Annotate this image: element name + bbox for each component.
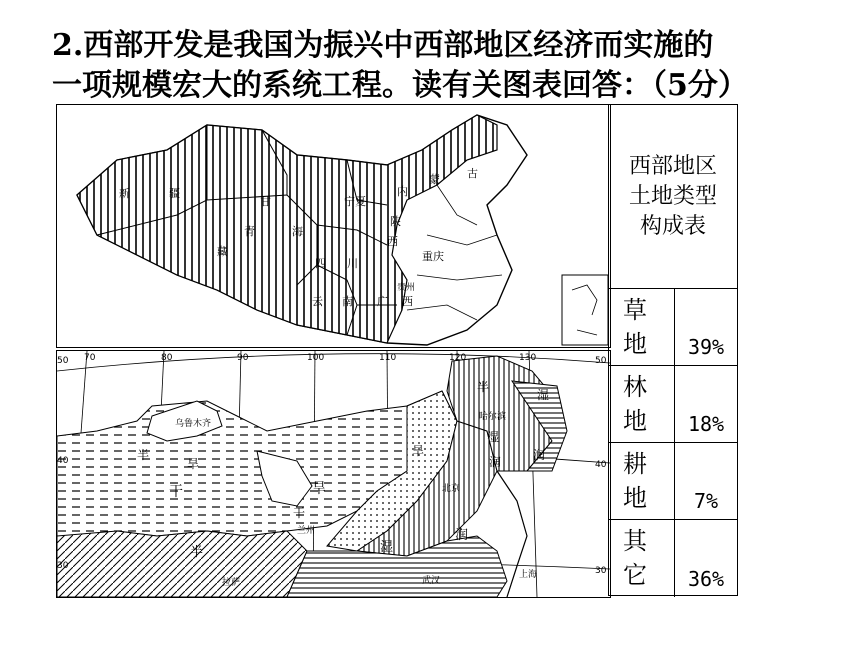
- zone-char: 干: [169, 484, 183, 500]
- zones-map-svg: [57, 351, 610, 597]
- map-label-meng: 蒙: [429, 173, 440, 186]
- map-label-jiang: 疆: [169, 187, 180, 200]
- table-header: [609, 105, 737, 289]
- lon-70: 70: [84, 353, 96, 363]
- place-beijing: 北京: [442, 484, 461, 494]
- land-pct-cell: 18%: [687, 412, 725, 436]
- map-label-chuan: 川: [347, 257, 358, 270]
- zone-char: 干: [293, 506, 306, 520]
- map-label-shaan: 陕: [390, 215, 401, 228]
- land-pct-cell: 7%: [693, 489, 719, 513]
- table-row: [609, 520, 737, 597]
- zone-char: 旱: [187, 457, 200, 471]
- map-label-ningxia: 宁夏: [344, 195, 366, 208]
- map-label-guang: 广: [377, 295, 388, 308]
- land-type-label: 草地: [623, 296, 647, 358]
- lon-80: 80: [161, 353, 173, 363]
- map-label-zang: 藏: [217, 245, 228, 258]
- lon-120: 120: [449, 353, 467, 363]
- zone-char: 润: [489, 455, 502, 469]
- place-lanzhou: 兰州: [297, 526, 316, 536]
- lat-50-left: 50: [57, 356, 69, 366]
- map-label-hai: 海: [292, 225, 303, 238]
- land-type-cell: [609, 289, 675, 365]
- zone-char: 湿: [487, 430, 500, 444]
- zone-char: 旱: [312, 481, 326, 497]
- lon-100: 100: [307, 353, 325, 363]
- dry-wet-zones-map: [56, 350, 611, 598]
- map-label-si: 四: [315, 257, 326, 270]
- zone-char: 湿: [380, 540, 394, 555]
- land-type-label: 耕地: [623, 450, 647, 512]
- china-map-svg: [57, 105, 610, 347]
- table-row: [609, 366, 737, 443]
- land-type-cell: [609, 366, 675, 442]
- lat-30-right: 30: [595, 566, 607, 576]
- lat-40-right: 40: [595, 460, 607, 470]
- table-row: [609, 443, 737, 520]
- map-label-xi-1: 西: [387, 235, 398, 248]
- place-urumqi: 乌鲁木齐: [175, 419, 212, 429]
- lat-40-left: 40: [57, 456, 69, 466]
- zone-char: 半: [190, 545, 204, 560]
- table-row: [609, 289, 737, 366]
- semi-arid-plateau: [57, 531, 307, 597]
- place-wuhan: 武汉: [422, 576, 441, 586]
- land-type-label: 其它: [623, 527, 647, 589]
- china-western-region-map: [56, 104, 611, 348]
- lon-110: 110: [379, 353, 397, 363]
- place-harbin: 哈尔滨: [479, 412, 507, 422]
- map-label-nei: 内: [397, 185, 408, 198]
- map-label-yun: 云: [312, 295, 323, 308]
- land-type-cell: [609, 443, 675, 519]
- map-label-xi-2: 西: [402, 295, 413, 308]
- map-label-qing: 青: [244, 225, 255, 238]
- lon-90: 90: [237, 353, 249, 363]
- land-type-table: [608, 104, 738, 596]
- lon-130: 130: [519, 353, 537, 363]
- zone-char: 半: [137, 448, 150, 462]
- map-label-gu: 古: [467, 167, 478, 180]
- question-line-1: 2.西部开发是我国为振兴中西部地区经济而实施的: [52, 28, 714, 63]
- land-pct-cell: 39%: [687, 335, 725, 359]
- place-lhasa: 拉萨: [222, 578, 241, 588]
- zone-char: 润: [533, 448, 546, 462]
- question-text: [52, 26, 852, 106]
- map-label-chongqing: 重庆: [422, 250, 444, 263]
- land-type-label: 林地: [623, 373, 647, 435]
- zone-char: 旱: [412, 444, 425, 458]
- map-label-nan: 南: [342, 295, 353, 308]
- map-label-guizhou: 贵州: [397, 283, 416, 293]
- map-label-xin: 新: [119, 187, 130, 200]
- table-header-text: 西部地区土地类型构成表: [628, 153, 717, 239]
- land-pct-cell: 36%: [687, 567, 725, 591]
- question-line-2: 一项规模宏大的系统工程。读有关图表回答：（5分）: [52, 68, 748, 103]
- zone-char: 湿: [537, 388, 550, 402]
- land-type-cell: [609, 520, 675, 597]
- zone-char: 润: [455, 528, 469, 543]
- lat-30-left: 30: [57, 561, 69, 571]
- zone-char: 半: [477, 380, 490, 394]
- lat-50-right: 50: [595, 356, 607, 366]
- place-shanghai: 上海: [519, 570, 538, 580]
- map-label-gan: 甘: [260, 195, 271, 208]
